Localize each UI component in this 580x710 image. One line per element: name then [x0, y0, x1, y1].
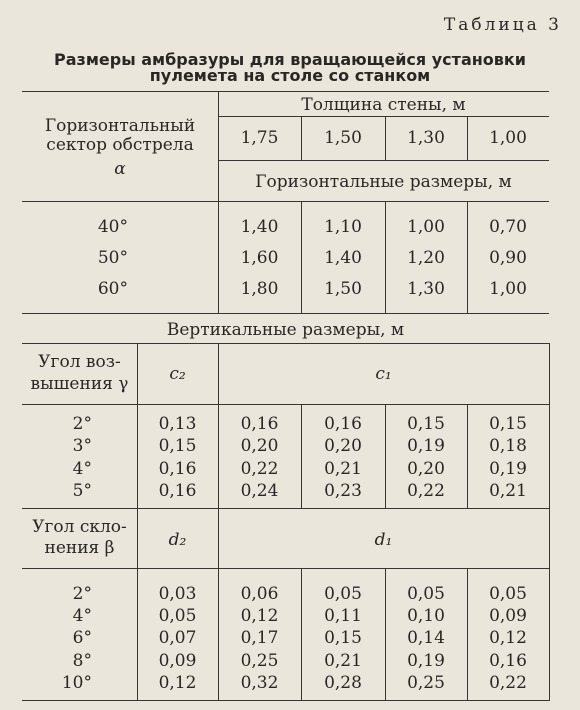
sector-angle: 60° — [97, 279, 128, 299]
elevation-cell: 0,23 — [324, 481, 362, 501]
horizontal-size-cell: 1,30 — [407, 279, 445, 299]
horizontal-size-cell: 1,00 — [489, 279, 527, 299]
depression-cell: 0,28 — [324, 673, 362, 693]
thickness-value: 1,00 — [489, 128, 527, 148]
sector-angle: 40° — [97, 217, 128, 237]
depression-angle: 6° — [72, 628, 92, 648]
thickness-value: 1,50 — [324, 128, 362, 148]
depression-cell: 0,12 — [158, 673, 197, 693]
depression-cell: 0,11 — [324, 606, 362, 626]
sector-header-symbol: α — [114, 159, 126, 179]
depression-cell: 0,05 — [324, 584, 362, 604]
depression-cell: 0,14 — [407, 628, 445, 648]
elevation-col-c2: c₂ — [169, 364, 186, 384]
rule-depression-head — [22, 568, 549, 569]
elevation-cell: 0,22 — [240, 459, 279, 479]
depression-cell: 0,17 — [240, 628, 279, 648]
elevation-col-c1: c₁ — [375, 364, 392, 384]
rule-thickness — [218, 116, 549, 117]
depression-cell: 0,25 — [407, 673, 445, 693]
depression-cell: 0,19 — [407, 651, 445, 671]
sector-header-line2: сектор обстрела — [46, 135, 194, 155]
depression-cell: 0,10 — [407, 606, 445, 626]
elevation-header-line1: Угол воз- — [38, 352, 121, 372]
rule-top — [22, 91, 549, 92]
elevation-cell: 0,15 — [489, 414, 527, 434]
rule-header-bottom — [22, 201, 549, 202]
table-title-line1: Размеры амбразуры для вращающейся установки — [54, 50, 526, 69]
rule-bottom — [22, 700, 549, 701]
horizontal-dims-header: Горизонтальные размеры, м — [255, 172, 512, 192]
depression-cell: 0,05 — [407, 584, 445, 604]
elevation-cell: 0,13 — [158, 414, 197, 434]
depression-cell: 0,12 — [489, 628, 527, 648]
depression-angle: 4° — [72, 606, 92, 626]
rule-depression-top — [22, 508, 549, 509]
horizontal-size-cell: 1,00 — [407, 217, 445, 237]
depression-cell: 0,05 — [158, 606, 197, 626]
depression-angle: 2° — [72, 584, 92, 604]
elevation-cell: 0,16 — [324, 414, 362, 434]
rule-values — [218, 160, 549, 161]
elevation-cell: 0,24 — [240, 481, 279, 501]
depression-cell: 0,16 — [489, 651, 527, 671]
elevation-cell: 0,15 — [407, 414, 445, 434]
vline-v-right — [549, 343, 550, 701]
thickness-header: Толщина стены, м — [301, 95, 466, 115]
elevation-cell: 0,20 — [407, 459, 445, 479]
elevation-cell: 0,20 — [324, 436, 362, 456]
depression-cell: 0,06 — [240, 584, 279, 604]
horizontal-size-cell: 1,40 — [324, 248, 362, 268]
horizontal-size-cell: 1,10 — [324, 217, 362, 237]
depression-cell: 0,32 — [240, 673, 279, 693]
elevation-angle: 4° — [72, 459, 92, 479]
horizontal-size-cell: 0,70 — [489, 217, 527, 237]
depression-cell: 0,15 — [324, 628, 362, 648]
elevation-header-line2: вышения γ — [30, 374, 129, 394]
vertical-section-title: Вертикальные размеры, м — [166, 320, 405, 340]
horizontal-size-cell: 1,50 — [324, 279, 362, 299]
sector-angle: 50° — [97, 248, 128, 268]
elevation-cell: 0,19 — [489, 459, 527, 479]
depression-cell: 0,12 — [240, 606, 279, 626]
horizontal-size-cell: 0,90 — [489, 248, 527, 268]
depression-cell: 0,22 — [489, 673, 527, 693]
depression-col-d2: d₂ — [168, 530, 187, 550]
elevation-cell: 0,21 — [324, 459, 362, 479]
horizontal-size-cell: 1,40 — [240, 217, 279, 237]
depression-cell: 0,03 — [158, 584, 197, 604]
depression-angle: 8° — [72, 651, 92, 671]
rule-vertical-top — [22, 343, 549, 344]
elevation-cell: 0,19 — [407, 436, 445, 456]
elevation-angle: 5° — [72, 481, 92, 501]
depression-cell: 0,09 — [489, 606, 527, 626]
depression-header-line1: Угол скло- — [32, 517, 127, 537]
elevation-cell: 0,15 — [158, 436, 197, 456]
depression-cell: 0,09 — [158, 651, 197, 671]
horizontal-size-cell: 1,80 — [240, 279, 279, 299]
depression-cell: 0,07 — [158, 628, 197, 648]
sector-header-line1: Горизонтальный — [44, 116, 196, 136]
horizontal-size-cell: 1,60 — [240, 248, 279, 268]
elevation-cell: 0,18 — [489, 436, 527, 456]
elevation-angle: 3° — [72, 436, 92, 456]
elevation-cell: 0,16 — [240, 414, 279, 434]
elevation-cell: 0,22 — [407, 481, 445, 501]
elevation-cell: 0,21 — [489, 481, 527, 501]
rule-horizontal-bottom — [22, 313, 549, 314]
thickness-value: 1,30 — [407, 128, 445, 148]
table-number: Таблица 3 — [443, 15, 562, 35]
depression-angle: 10° — [61, 673, 92, 693]
horizontal-size-cell: 1,20 — [407, 248, 445, 268]
elevation-cell: 0,16 — [158, 481, 197, 501]
table-title-line2: пулемета на столе со станком — [149, 66, 431, 85]
depression-cell: 0,25 — [240, 651, 279, 671]
elevation-cell: 0,16 — [158, 459, 197, 479]
depression-header-line2: нения β — [44, 538, 115, 558]
thickness-value: 1,75 — [240, 128, 279, 148]
depression-cell: 0,21 — [324, 651, 362, 671]
depression-cell: 0,05 — [489, 584, 527, 604]
rule-elevation-head — [22, 404, 549, 405]
elevation-cell: 0,20 — [240, 436, 279, 456]
depression-col-d1: d₁ — [374, 530, 393, 550]
elevation-angle: 2° — [72, 414, 92, 434]
